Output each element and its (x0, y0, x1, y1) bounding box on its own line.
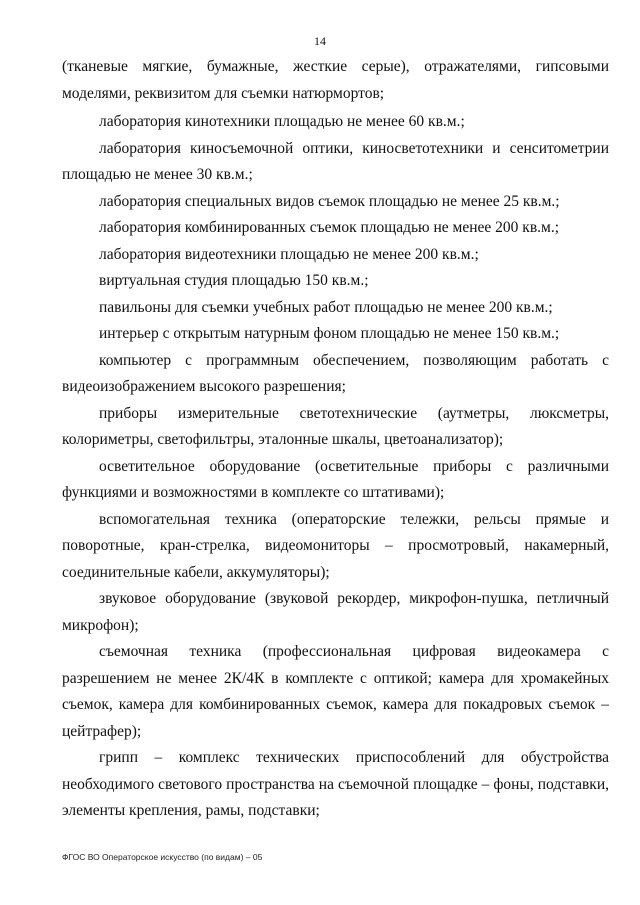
list-item: виртуальная студия площадью 150 кв.м.; (99, 272, 369, 289)
list-item: лаборатория кинотехники площадью не менее 60 кв.м.; (99, 113, 465, 130)
list-item: лаборатория специальных видов съемок площадью не менее 25 кв.м.; (99, 192, 560, 210)
list-item: вспомогательная техника (операторские тележки, рельсы прямые и поворотные, кран-стрелка, видеомониторы – просмотровый, накамерный, соединительные кабели, аккумуляторы); (62, 510, 609, 581)
list-item: грипп – комплекс технических приспособлений для обустройства необходимого светового пространства на съемочной площадке – фоны, подставки, элементы крепления, рамы, подставки; (62, 749, 609, 819)
list-item: осветительное оборудование (осветительные приборы с различными функциями и возможностями в комплекте со штативами); (62, 457, 609, 501)
list-item: звуковое оборудование (звуковой рекордер, микрофон-пушка, петличный микрофон); (62, 590, 609, 634)
list-item: лаборатория киносъемочной оптики, киносветотехники и сенситометрии площадью не менее 30 кв.м.; (62, 139, 609, 183)
document-body (62, 54, 609, 825)
list-item: павильоны для съемки учебных работ площадью не менее 200 кв.м.; (99, 298, 553, 316)
list-item: интерьер с открытым натурным фоном площадью не менее 150 кв.м.; (99, 325, 560, 342)
document-footer: ФГОС ВО Операторское искусство (по видам) – 05 (62, 852, 263, 862)
list-item: компьютер с программным обеспечением, позволяющим работать с видеоизображением высокого разрешения; (62, 351, 609, 395)
list-item: съемочная техника (профессиональная цифровая видеокамера с разрешением не менее 2К/4К в комплекте с оптикой; камера для хромакейных съемок, камера для комбинированных съемок, камера для покадровых съемок – цейтрафер); (62, 643, 609, 740)
paragraph-continuation: (тканевые мягкие, бумажные, жесткие серые), отражателями, гипсовыми моделями, реквизитом для съемки натюрмортов; (62, 58, 609, 102)
list-item: лаборатория видеотехники площадью не менее 200 кв.м.; (99, 245, 479, 263)
list-item: приборы измерительные светотехнические (аутметры, люксметры, колориметры, светофильтры, эталонные шкалы, цветоанализатор); (62, 404, 609, 448)
page-number: 14 (314, 34, 326, 48)
list-item: лаборатория комбинированных съемок площадью не менее 200 кв.м.; (99, 219, 559, 236)
